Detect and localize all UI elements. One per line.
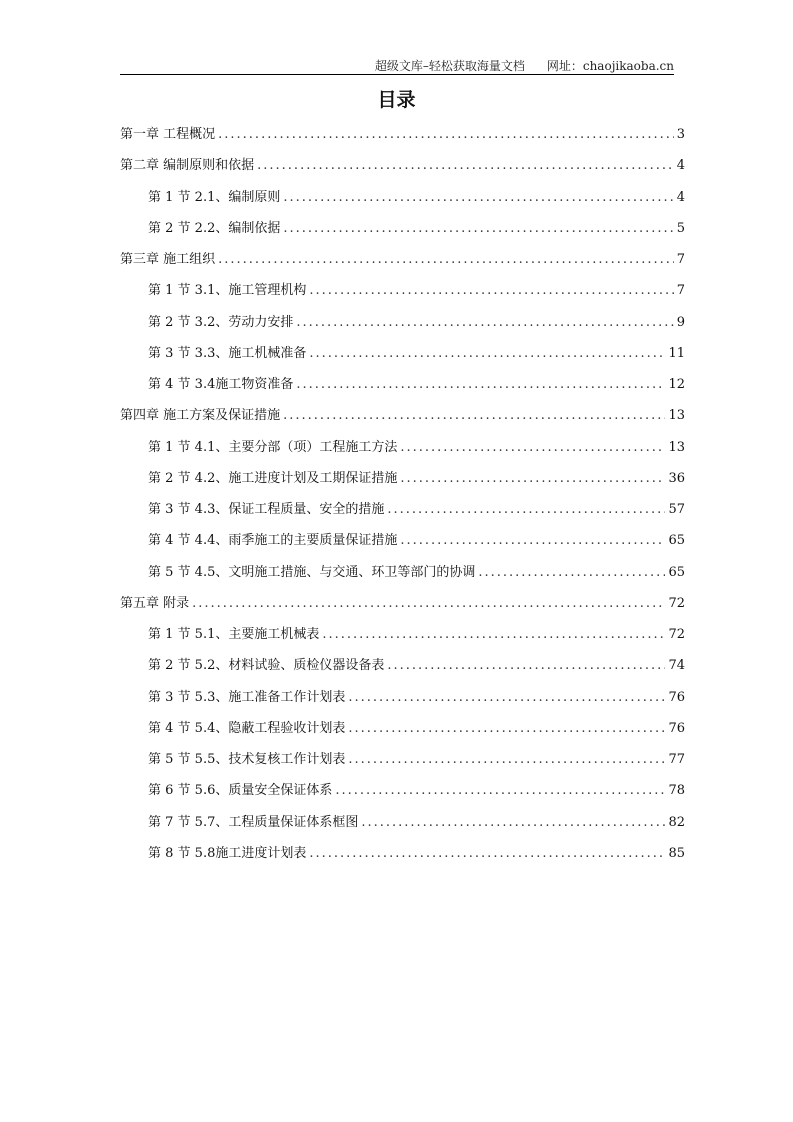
toc-page-number: 57 xyxy=(668,502,685,517)
toc-entry-label: 第 4 节 5.4、隐蔽工程验收计划表 xyxy=(148,720,346,736)
toc-section-entry[interactable] xyxy=(120,373,685,404)
toc-page-number: 5 xyxy=(676,220,685,236)
dot-leader xyxy=(309,346,665,361)
header-url: 网址：chaojikaoba.cn xyxy=(546,59,674,73)
toc-entry-label: 第 2 节 5.2、材料试验、质检仪器设备表 xyxy=(148,658,385,674)
toc-entry-label: 第 6 节 5.6、质量安全保证体系 xyxy=(148,783,333,799)
table-of-contents xyxy=(120,123,685,873)
toc-chapter-entry[interactable] xyxy=(120,123,685,154)
toc-section-entry[interactable] xyxy=(120,811,685,842)
toc-section-entry[interactable] xyxy=(120,498,685,529)
dot-leader xyxy=(283,221,673,236)
toc-section-entry[interactable] xyxy=(120,279,685,310)
toc-page-number: 78 xyxy=(668,783,685,799)
toc-page-number: 13 xyxy=(668,439,685,455)
toc-section-entry[interactable] xyxy=(120,654,685,685)
toc-section-entry[interactable] xyxy=(120,748,685,779)
toc-page-number: 36 xyxy=(668,470,685,486)
toc-page-number: 77 xyxy=(668,752,685,767)
toc-section-entry[interactable] xyxy=(120,186,685,217)
toc-entry-label: 第 3 节 4.3、保证工程质量、安全的措施 xyxy=(148,502,385,517)
toc-page-number: 65 xyxy=(668,564,685,580)
toc-section-entry[interactable] xyxy=(120,467,685,498)
dot-leader xyxy=(400,471,665,486)
dot-leader xyxy=(348,752,665,767)
toc-entry-label: 第 1 节 3.1、施工管理机构 xyxy=(148,283,307,299)
toc-section-entry[interactable] xyxy=(120,436,685,467)
dot-leader xyxy=(348,690,665,705)
toc-page-number: 7 xyxy=(676,252,685,267)
toc-entry-label: 第 5 节 4.5、文明施工措施、与交通、环卫等部门的协调 xyxy=(148,564,476,580)
dot-leader xyxy=(400,533,665,548)
toc-entry-label: 第 4 节 3.4施工物资准备 xyxy=(148,377,294,392)
toc-chapter-entry[interactable] xyxy=(120,154,685,185)
toc-entry-label: 第 1 节 5.1、主要施工机械表 xyxy=(148,627,320,642)
dot-leader xyxy=(283,190,673,205)
toc-entry-label: 第四章 施工方案及保证措施 xyxy=(120,408,281,424)
dot-leader xyxy=(335,783,665,798)
toc-entry-label: 第 3 节 5.3、施工准备工作计划表 xyxy=(148,689,346,705)
toc-page-number: 72 xyxy=(668,627,685,642)
toc-page-number: 65 xyxy=(668,533,685,549)
toc-chapter-entry[interactable] xyxy=(120,592,685,623)
toc-entry-label: 第 2 节 3.2、劳动力安排 xyxy=(148,314,294,330)
dot-leader xyxy=(361,815,665,830)
dot-leader xyxy=(322,627,665,642)
toc-entry-label: 第三章 施工组织 xyxy=(120,252,216,267)
dot-leader xyxy=(400,440,665,455)
toc-entry-label: 第二章 编制原则和依据 xyxy=(120,158,255,174)
toc-page-number: 7 xyxy=(676,283,685,299)
toc-section-entry[interactable] xyxy=(120,529,685,560)
toc-section-entry[interactable] xyxy=(120,342,685,373)
toc-chapter-entry[interactable] xyxy=(120,248,685,279)
toc-section-entry[interactable] xyxy=(120,311,685,342)
header-text: 超级文库–轻松获取海量文档 xyxy=(374,59,525,73)
toc-page-number: 12 xyxy=(668,377,685,392)
dot-leader xyxy=(257,158,674,173)
dot-leader xyxy=(309,283,673,298)
dot-leader xyxy=(218,252,674,267)
page-title: 目录 xyxy=(377,89,416,111)
dot-leader xyxy=(478,565,665,580)
toc-page-number: 85 xyxy=(668,845,685,861)
toc-page-number: 82 xyxy=(668,814,685,830)
toc-page-number: 3 xyxy=(676,127,685,142)
toc-section-entry[interactable] xyxy=(120,623,685,654)
dot-leader xyxy=(192,596,665,611)
dot-leader xyxy=(348,721,665,736)
toc-page-number: 13 xyxy=(668,408,685,424)
toc-section-entry[interactable] xyxy=(120,717,685,748)
toc-entry-label: 第 2 节 2.2、编制依据 xyxy=(148,220,281,236)
toc-page-number: 74 xyxy=(668,658,685,674)
toc-entry-label: 第 1 节 4.1、主要分部（项）工程施工方法 xyxy=(148,439,398,455)
toc-page-number: 72 xyxy=(668,595,685,611)
dot-leader xyxy=(387,658,665,673)
toc-entry-label: 第五章 附录 xyxy=(120,595,190,611)
toc-page-number: 4 xyxy=(676,158,685,174)
dot-leader xyxy=(296,377,665,392)
dot-leader xyxy=(296,315,673,330)
toc-page-number: 9 xyxy=(676,314,685,330)
page-header xyxy=(120,57,674,74)
toc-section-entry[interactable] xyxy=(120,686,685,717)
toc-entry-label: 第一章 工程概况 xyxy=(120,127,216,142)
toc-section-entry[interactable] xyxy=(120,842,685,873)
header-rule xyxy=(120,74,674,75)
dot-leader xyxy=(218,127,674,142)
toc-entry-label: 第 4 节 4.4、雨季施工的主要质量保证措施 xyxy=(148,533,398,549)
toc-entry-label: 第 5 节 5.5、技术复核工作计划表 xyxy=(148,752,346,767)
toc-section-entry[interactable] xyxy=(120,561,685,592)
toc-page-number: 11 xyxy=(668,345,685,361)
toc-entry-label: 第 7 节 5.7、工程质量保证体系框图 xyxy=(148,814,359,830)
toc-entry-label: 第 1 节 2.1、编制原则 xyxy=(148,189,281,205)
toc-entry-label: 第 3 节 3.3、施工机械准备 xyxy=(148,345,307,361)
dot-leader xyxy=(309,846,665,861)
toc-entry-label: 第 2 节 4.2、施工进度计划及工期保证措施 xyxy=(148,470,398,486)
dot-leader xyxy=(283,408,665,423)
toc-chapter-entry[interactable] xyxy=(120,404,685,435)
toc-page-number: 76 xyxy=(668,689,685,705)
toc-page-number: 4 xyxy=(676,189,685,205)
toc-section-entry[interactable] xyxy=(120,779,685,810)
toc-page-number: 76 xyxy=(668,720,685,736)
dot-leader xyxy=(387,502,665,517)
toc-section-entry[interactable] xyxy=(120,217,685,248)
toc-entry-label: 第 8 节 5.8施工进度计划表 xyxy=(148,845,307,861)
